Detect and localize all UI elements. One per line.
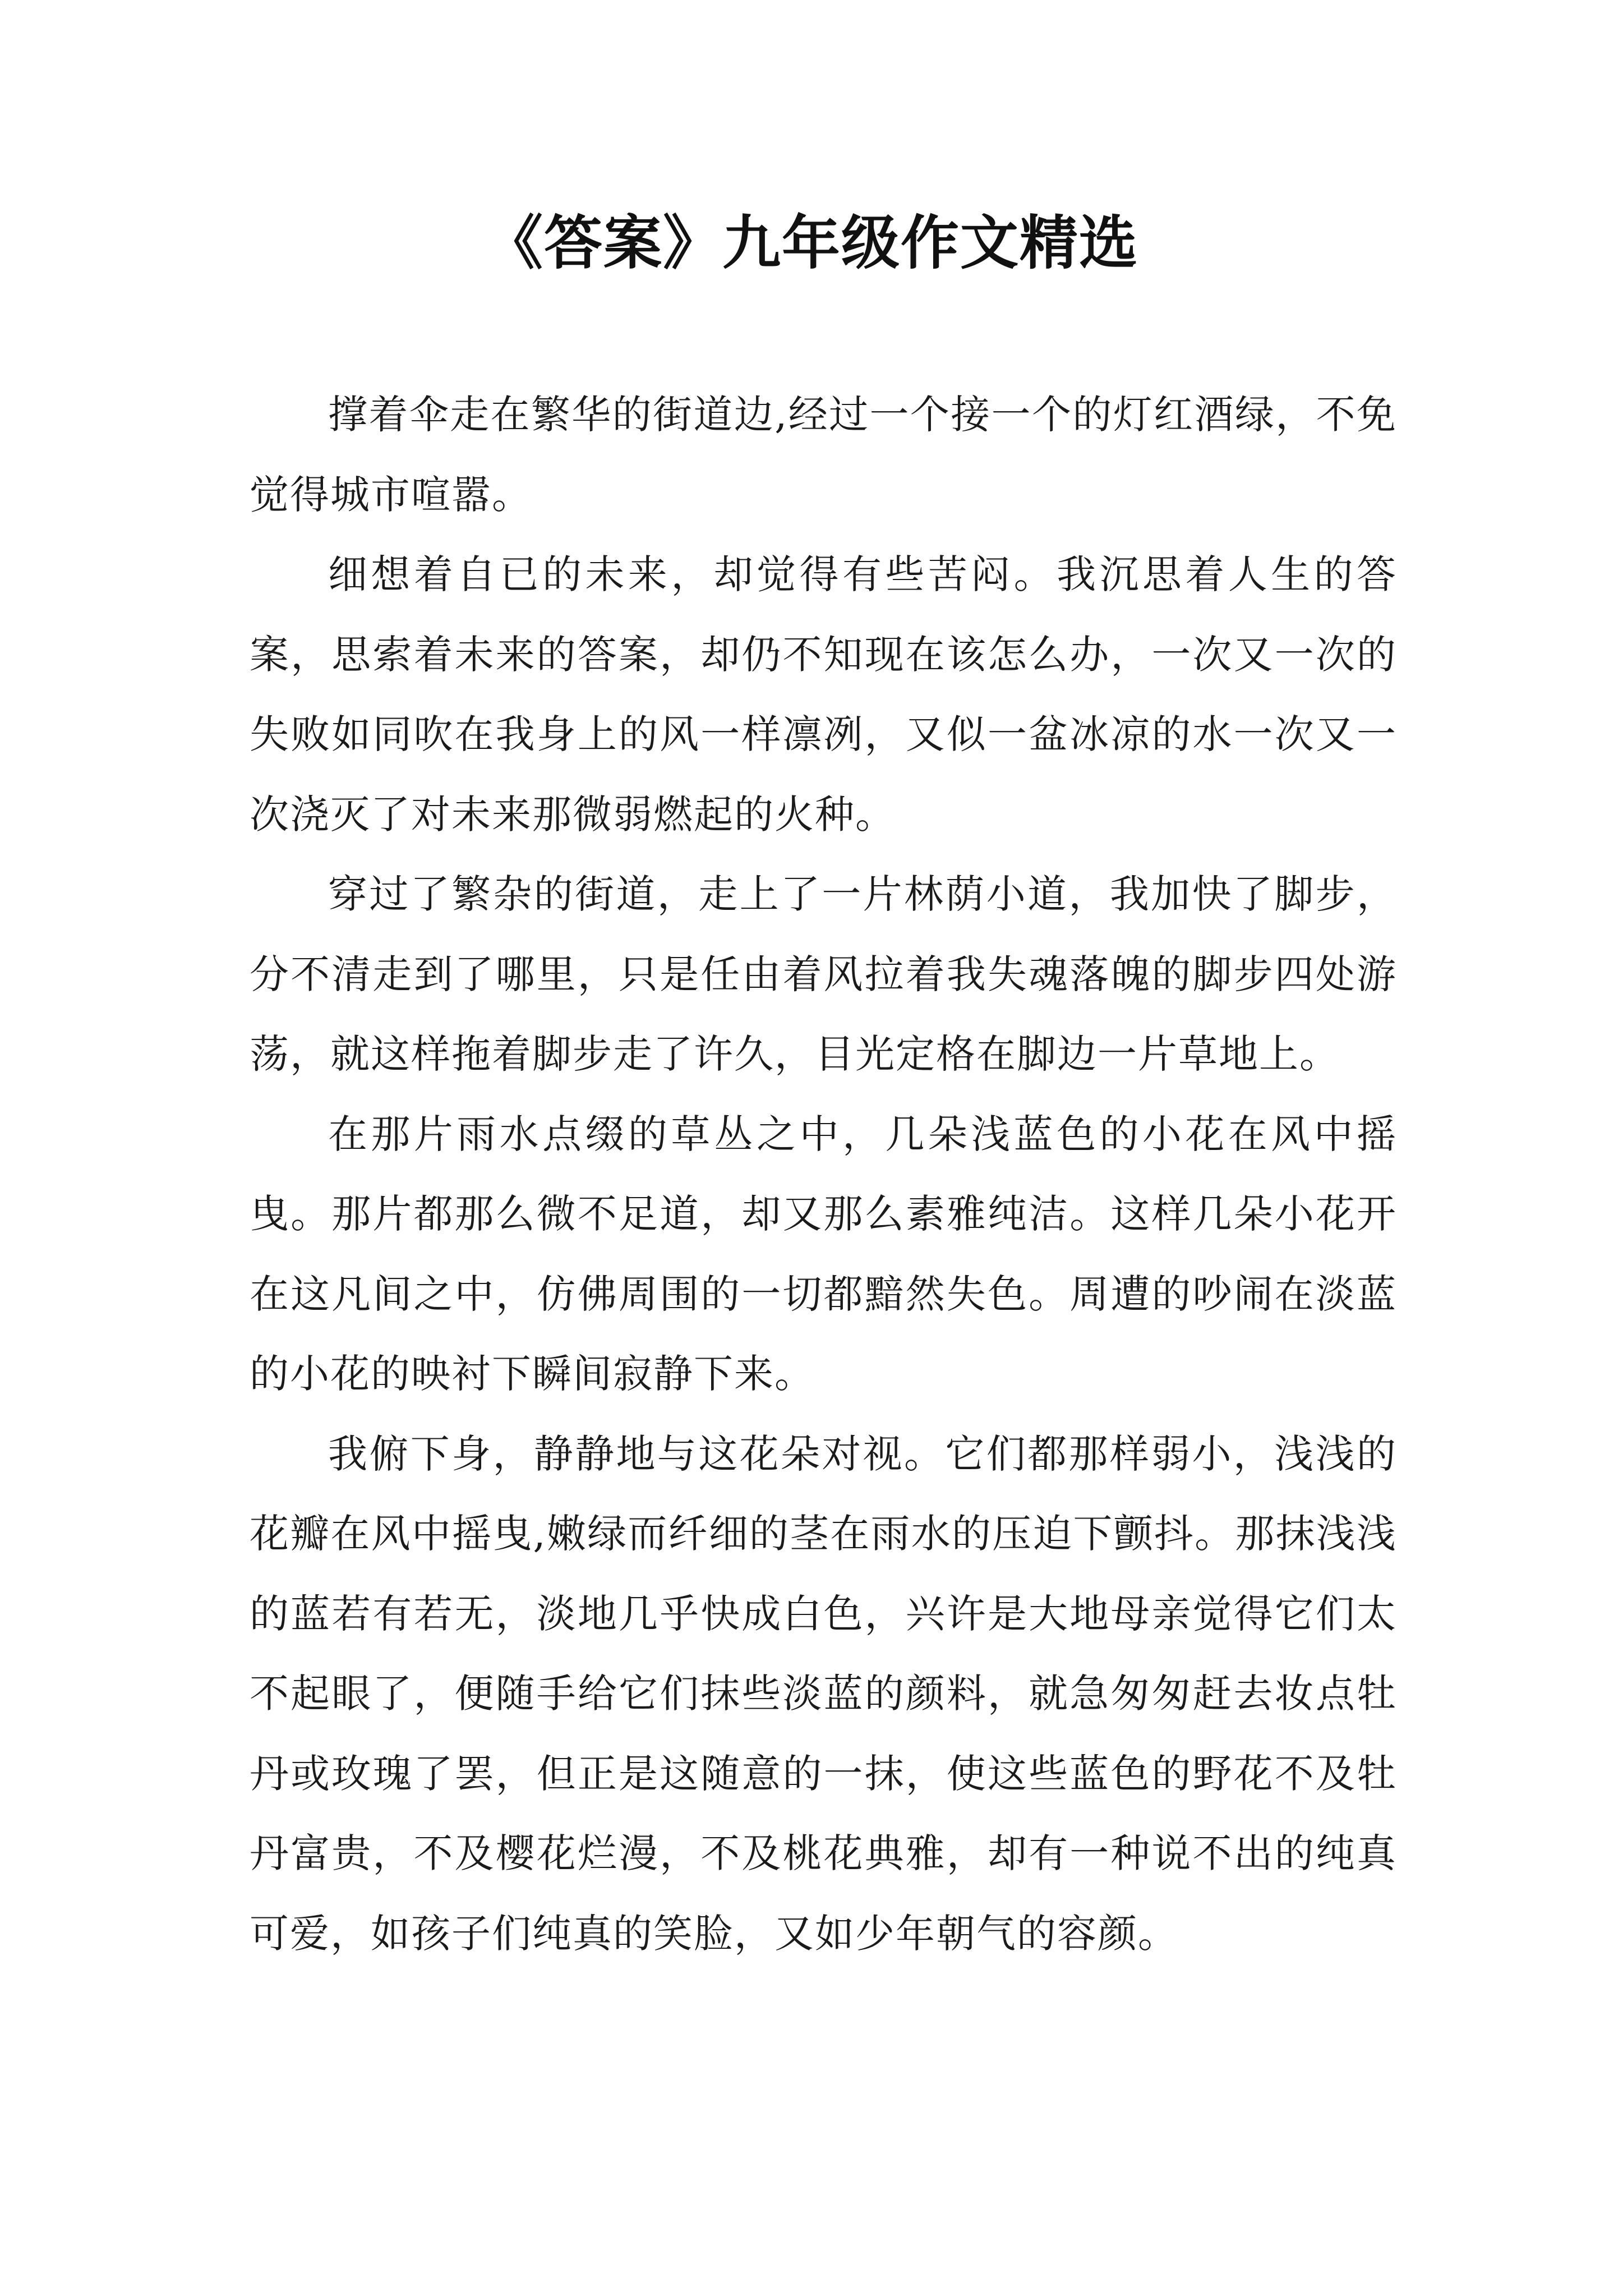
paragraph: 撑着伞走在繁华的街道边,经过一个接一个的灯红酒绿，不免觉得城市喧嚣。 (250, 392, 1397, 518)
document-title: 《答案》九年级作文精选 (484, 208, 1138, 277)
paragraph: 在那片雨水点缀的草丛之中，几朵浅蓝色的小花在风中摇曳。那片都那么微不足道，却又那么素雅纯洁。这样几朵小花开在这凡间之中，仿佛周围的一切都黯然失色。周遭的吵闹在淡蓝的小花的映衬下瞬间寂静下来。 (250, 1111, 1397, 1397)
paragraph: 穿过了繁杂的街道，走上了一片林荫小道，我加快了脚步，分不清走到了哪里，只是任由着风拉着我失魂落魄的脚步四处游荡，就这样拖着脚步走了许久，目光定格在脚边一片草地上。 (250, 871, 1397, 1077)
paragraph: 我俯下身，静静地与这花朵对视。它们都那样弱小，浅浅的花瓣在风中摇曳,嫩绿而纤细的茎在雨水的压迫下颤抖。那抹浅浅的蓝若有若无，淡地几乎快成白色，兴许是大地母亲觉得它们太不起眼了，便随手给它们抹些淡蓝的颜料，就急匆匆赶去妆点牡丹或玫瑰了罢，但正是这随意的一抹，使这些蓝色的野花不及牡丹富贵，不及樱花烂漫，不及桃花典雅，却有一种说不出的纯真可爱，如孩子们纯真的笑脸，又如少年朝气的容颜。 (250, 1430, 1397, 1957)
paragraph: 细想着自已的未来，却觉得有些苦闷。我沉思着人生的答案，思索着未来的答案，却仍不知现在该怎么办，一次又一次的失败如同吹在我身上的风一样凛冽，又似一盆冰凉的水一次又一次浇灭了对未来那微弱燃起的火种。 (250, 551, 1397, 838)
document-body (250, 375, 1397, 1973)
